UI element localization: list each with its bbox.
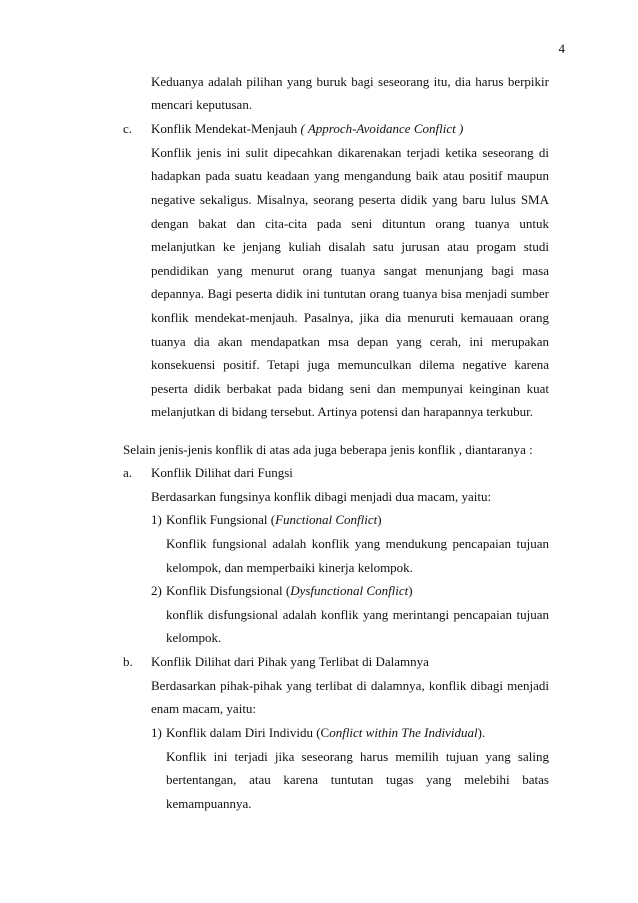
- section-title: Konflik Mendekat-Menjauh: [151, 120, 298, 136]
- paren: ): [408, 583, 413, 599]
- subsection-heading: [123, 579, 549, 603]
- text-line: pendidikan yang menurut orang tuanya sangat menunjang bagi masa: [151, 262, 549, 278]
- subsection-title-english: onflict within The Individual: [329, 724, 478, 740]
- list-marker: c.: [123, 120, 133, 136]
- list-marker: 1): [151, 512, 162, 528]
- text-line: konflik disfungsional adalah konflik yang merintangi pencapaian tujuan: [166, 607, 549, 623]
- section-heading-c: [123, 117, 549, 141]
- section-title: Konflik Dilihat dari Pihak yang Terlibat di Dalamnya: [151, 654, 429, 670]
- section-heading-b: [123, 650, 549, 674]
- subsection-title: Konflik dalam Diri Individu (C: [166, 724, 330, 740]
- section-title: Konflik Dilihat dari Fungsi: [151, 465, 293, 481]
- text-line: negative sekaligus. Misalnya, seorang peserta didik yang baru lulus SMA: [151, 191, 549, 207]
- paren: ).: [477, 724, 486, 740]
- document-body: [123, 70, 549, 815]
- text-line: bertentangan, atau karena tuntutan tugas yang melebihi batas: [166, 772, 549, 788]
- text-line: enam macam, yaitu:: [151, 701, 257, 717]
- list-marker: b.: [123, 654, 133, 670]
- text-line: Konflik fungsional adalah konflik yang mendukung pencapaian tujuan: [166, 536, 549, 552]
- page-number: 4: [558, 41, 565, 56]
- text-line: melanjutkan ke jenjang kuliah disalah satu jurusan atau progam studi: [151, 239, 549, 255]
- text-line: dengan bakat dan cita-cita pada seni dituntun orang tuanya untuk: [151, 215, 549, 231]
- subsection-title-english: Functional Conflict: [275, 512, 378, 528]
- text-line: kemampuannya.: [166, 795, 252, 811]
- text-line: kelompok.: [166, 630, 222, 646]
- paren: ): [377, 512, 382, 528]
- text-line: konflik mendekat-menjauh. Pasalnya, jika dia menuruti kemauaan orang: [151, 309, 549, 325]
- text-line: mencari keputusan.: [151, 97, 253, 113]
- text-line: Konflik jenis ini sulit dipecahkan dikarenakan terjadi ketika seseorang di: [151, 144, 549, 160]
- text-line: depannya. Bagi peserta didik ini tuntutan orang tuanya bisa menjadi sumber: [151, 286, 549, 302]
- intro-line: Selain jenis-jenis konflik di atas ada juga beberapa jenis konflik , diantaranya :: [123, 441, 533, 457]
- subsection-title: Konflik Disfungsional (: [166, 583, 291, 599]
- text-line: kelompok, dan memperbaiki kinerja kelompok.: [166, 559, 413, 575]
- text-line: konsekuensi positif. Tetapi juga memunculkan dilema negative karena: [151, 357, 549, 373]
- section-heading-a: [123, 462, 549, 486]
- list-marker: a.: [123, 465, 133, 481]
- text-line: hadapkan pada suatu keadaan yang mengandung baik atau positif maupun: [151, 168, 549, 184]
- list-marker: 2): [151, 583, 162, 599]
- text-line: Berdasarkan fungsinya konflik dibagi menjadi dua macam, yaitu:: [151, 488, 492, 504]
- section-title-english: ( Approch-Avoidance Conflict ): [300, 120, 464, 136]
- list-marker: 1): [151, 724, 162, 740]
- text-line: melanjutkan di bidang tersebut. Artinya potensi dan harapannya terkubur.: [151, 404, 533, 420]
- subsection-heading: [123, 509, 549, 533]
- text-line: Keduanya adalah pilihan yang buruk bagi seseorang itu, dia harus berpikir: [151, 74, 549, 89]
- subsection-title-english: Dysfunctional Conflict: [290, 583, 409, 599]
- text-line: tuanya dia akan mendapatkan msa depan yang cerah, ini merupakan: [151, 333, 549, 349]
- text-line: peserta didik berbakat pada bidang seni dan mempunyai keinginan kuat: [151, 380, 549, 396]
- subsection-title: Konflik Fungsional (: [166, 512, 276, 528]
- text-line: Berdasarkan pihak-pihak yang terlibat di dalamnya, konflik dibagi menjadi: [151, 677, 549, 693]
- subsection-heading: [123, 721, 549, 745]
- text-line: Konflik ini terjadi jika seseorang harus memilih tujuan yang saling: [166, 748, 549, 764]
